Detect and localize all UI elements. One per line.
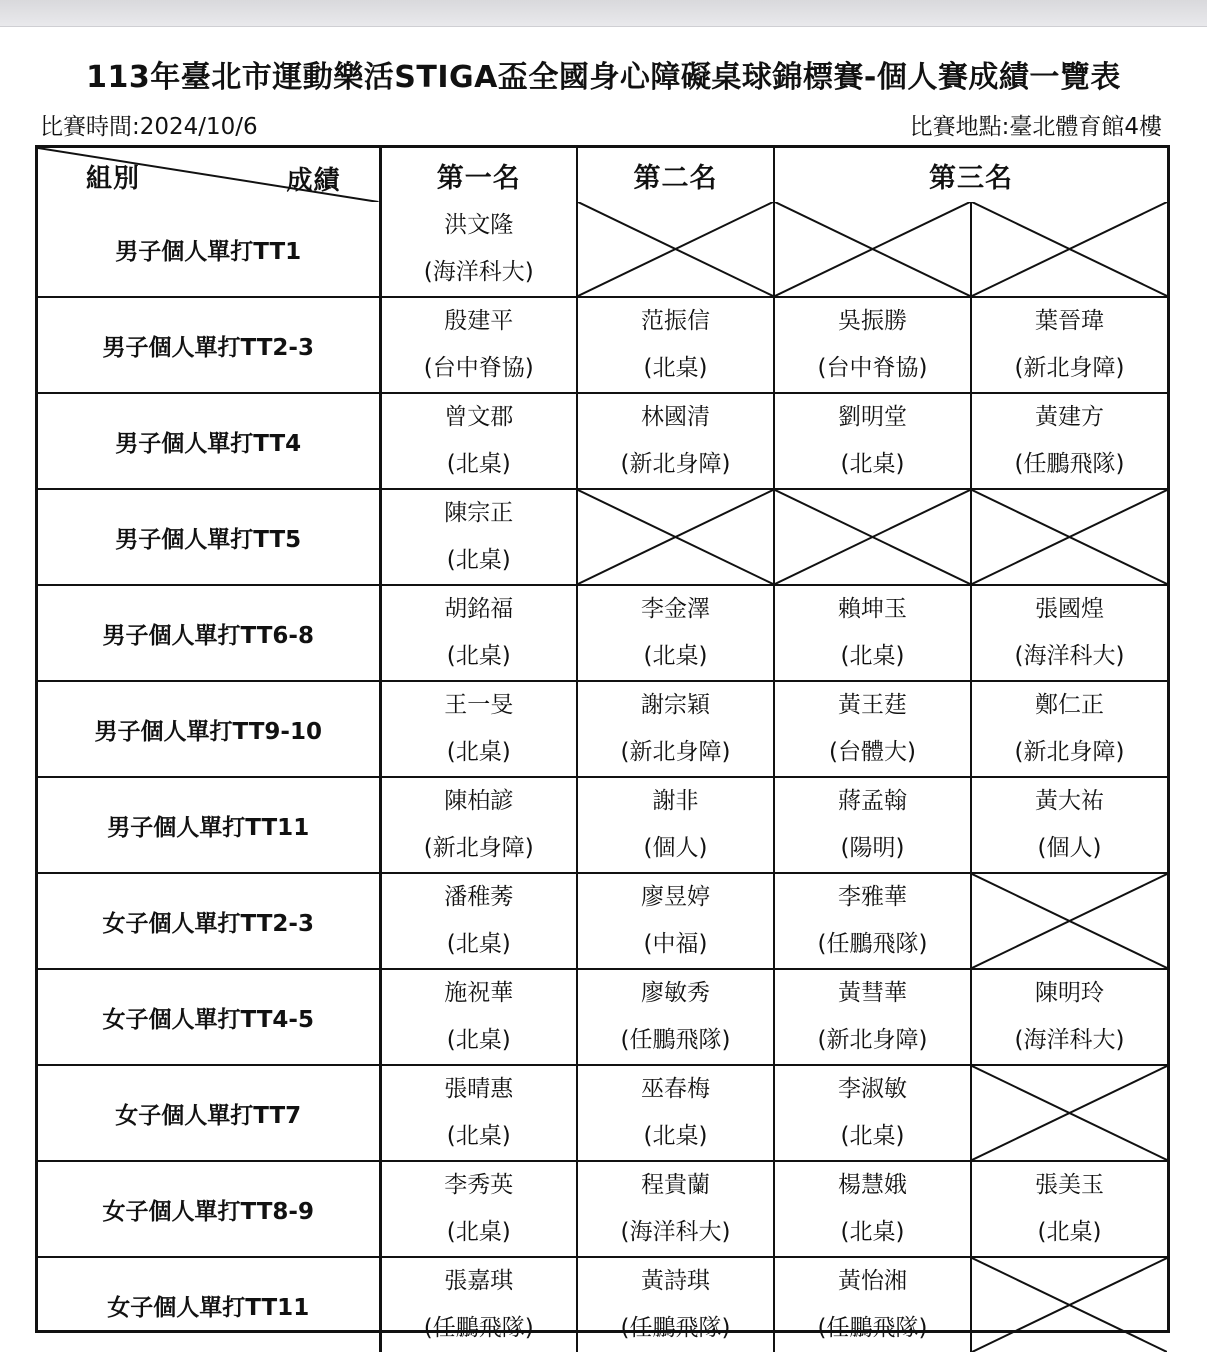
second-place-cell bbox=[577, 1161, 774, 1257]
player-team: (台中脊協) bbox=[817, 355, 928, 381]
player-name: 葉晉瑋 bbox=[1035, 308, 1104, 334]
empty-cell bbox=[971, 489, 1167, 585]
player-team: (任鵬飛隊) bbox=[1014, 451, 1125, 477]
second-place-header: 第二名 bbox=[577, 148, 774, 202]
player-name: 陳宗正 bbox=[444, 500, 514, 526]
cross-out-mark bbox=[972, 1066, 1167, 1160]
player-team: (北桌) bbox=[446, 739, 511, 765]
group-name: 女子個人單打TT8-9 bbox=[38, 1161, 380, 1257]
cross-out-mark bbox=[972, 490, 1167, 584]
empty-cell bbox=[971, 1065, 1167, 1161]
table-row bbox=[38, 585, 1167, 681]
group-name: 女子個人單打TT2-3 bbox=[38, 873, 380, 969]
third-place-2-cell bbox=[971, 297, 1167, 393]
player-name: 吳振勝 bbox=[838, 308, 907, 334]
player-name: 施祝華 bbox=[444, 980, 514, 1006]
player-name: 曾文郡 bbox=[444, 404, 514, 430]
player-team: (北桌) bbox=[840, 643, 905, 669]
table-row bbox=[38, 777, 1167, 873]
player-team: (陽明) bbox=[840, 835, 905, 861]
player-name: 黃建方 bbox=[1035, 404, 1104, 430]
player-team: (北桌) bbox=[446, 451, 511, 477]
third-place-header: 第三名 bbox=[774, 148, 1167, 202]
page-title: 113年臺北市運動樂活STIGA盃全國身心障礙桌球錦標賽-個人賽成績一覽表 bbox=[86, 60, 1121, 95]
empty-cell bbox=[577, 202, 774, 297]
player-team: (北桌) bbox=[643, 1123, 708, 1149]
player-name: 鄭仁正 bbox=[1035, 692, 1104, 718]
player-team: (新北身障) bbox=[620, 451, 731, 477]
window-top-bar bbox=[0, 0, 1207, 27]
first-place-cell bbox=[380, 969, 577, 1065]
player-team: (任鵬飛隊) bbox=[817, 1315, 928, 1341]
cross-out-mark bbox=[775, 202, 970, 296]
player-team: (個人) bbox=[1037, 835, 1102, 861]
player-name: 陳明玲 bbox=[1035, 980, 1104, 1006]
group-name: 女子個人單打TT11 bbox=[38, 1257, 380, 1352]
third-place-2-cell bbox=[971, 1161, 1167, 1257]
first-place-cell bbox=[380, 1257, 577, 1352]
third-place-cell bbox=[774, 585, 971, 681]
table-row bbox=[38, 1257, 1167, 1352]
player-team: (北桌) bbox=[1037, 1219, 1102, 1245]
player-team: (中福) bbox=[643, 931, 708, 957]
player-name: 劉明堂 bbox=[838, 404, 907, 430]
player-team: (新北身障) bbox=[423, 835, 534, 861]
third-place-2-cell bbox=[971, 681, 1167, 777]
match-date: 比賽時間:2024/10/6 bbox=[40, 114, 258, 140]
empty-cell bbox=[774, 489, 971, 585]
results-table-frame bbox=[35, 145, 1170, 1341]
player-team: (北桌) bbox=[446, 1123, 511, 1149]
player-team: (任鵬飛隊) bbox=[423, 1315, 534, 1341]
cross-out-mark bbox=[578, 202, 773, 296]
player-name: 蔣孟翰 bbox=[838, 788, 907, 814]
player-name: 程貴蘭 bbox=[641, 1172, 710, 1198]
player-name: 張國煌 bbox=[1035, 596, 1104, 622]
group-name: 男子個人單打TT4 bbox=[38, 393, 380, 489]
table-row bbox=[38, 489, 1167, 585]
second-place-cell bbox=[577, 681, 774, 777]
cross-out-mark bbox=[578, 490, 773, 584]
cross-out-mark bbox=[972, 1258, 1167, 1352]
player-name: 黃王莛 bbox=[838, 692, 907, 718]
table-row bbox=[38, 393, 1167, 489]
table-row bbox=[38, 873, 1167, 969]
player-name: 張美玉 bbox=[1035, 1172, 1104, 1198]
player-name: 廖昱婷 bbox=[641, 884, 710, 910]
table-row bbox=[38, 202, 1167, 297]
second-place-cell bbox=[577, 777, 774, 873]
cross-out-mark bbox=[972, 874, 1167, 968]
result-header-label: 成績 bbox=[286, 166, 341, 196]
third-place-cell bbox=[774, 777, 971, 873]
player-name: 王一旻 bbox=[444, 692, 514, 718]
player-team: (新北身障) bbox=[817, 1027, 928, 1053]
empty-cell bbox=[971, 202, 1167, 297]
group-name: 男子個人單打TT5 bbox=[38, 489, 380, 585]
player-name: 謝宗穎 bbox=[641, 692, 710, 718]
player-team: (台體大) bbox=[829, 739, 916, 765]
table-row bbox=[38, 681, 1167, 777]
first-place-cell bbox=[380, 297, 577, 393]
second-place-cell bbox=[577, 1065, 774, 1161]
group-name: 男子個人單打TT11 bbox=[38, 777, 380, 873]
third-place-cell bbox=[774, 873, 971, 969]
results-table bbox=[38, 148, 1167, 1352]
first-place-cell bbox=[380, 1065, 577, 1161]
group-header-label: 組別 bbox=[86, 164, 141, 194]
second-place-cell bbox=[577, 297, 774, 393]
player-team: (新北身障) bbox=[1014, 739, 1125, 765]
player-team: (北桌) bbox=[446, 931, 511, 957]
player-name: 李淑敏 bbox=[838, 1076, 907, 1102]
first-place-cell bbox=[380, 873, 577, 969]
player-team: (北桌) bbox=[643, 643, 708, 669]
player-name: 李秀英 bbox=[444, 1172, 514, 1198]
cross-out-mark bbox=[972, 202, 1167, 296]
table-row bbox=[38, 969, 1167, 1065]
third-place-cell bbox=[774, 1257, 971, 1352]
player-team: (北桌) bbox=[446, 1219, 511, 1245]
third-place-cell bbox=[774, 1161, 971, 1257]
player-name: 殷建平 bbox=[444, 308, 514, 334]
header-row bbox=[38, 148, 1167, 202]
player-name: 李金澤 bbox=[641, 596, 710, 622]
player-team: (個人) bbox=[643, 835, 708, 861]
player-name: 黃詩琪 bbox=[641, 1268, 710, 1294]
player-name: 廖敏秀 bbox=[641, 980, 710, 1006]
player-name: 李雅華 bbox=[838, 884, 907, 910]
player-name: 張嘉琪 bbox=[444, 1268, 514, 1294]
player-name: 賴坤玉 bbox=[838, 596, 907, 622]
player-team: (北桌) bbox=[446, 1027, 511, 1053]
third-place-cell bbox=[774, 969, 971, 1065]
player-name: 巫春梅 bbox=[641, 1076, 710, 1102]
empty-cell bbox=[971, 1257, 1167, 1352]
player-team: (任鵬飛隊) bbox=[620, 1027, 731, 1053]
player-team: (海洋科大) bbox=[620, 1219, 731, 1245]
player-team: (海洋科大) bbox=[1014, 1027, 1125, 1053]
group-name: 男子個人單打TT6-8 bbox=[38, 585, 380, 681]
group-name: 男子個人單打TT2-3 bbox=[38, 297, 380, 393]
second-place-cell bbox=[577, 585, 774, 681]
third-place-cell bbox=[774, 393, 971, 489]
group-name: 男子個人單打TT1 bbox=[38, 202, 380, 297]
third-place-2-cell bbox=[971, 393, 1167, 489]
player-name: 潘稚莠 bbox=[444, 884, 514, 910]
group-name: 女子個人單打TT7 bbox=[38, 1065, 380, 1161]
player-team: (北桌) bbox=[446, 547, 511, 573]
player-name: 范振信 bbox=[641, 308, 710, 334]
first-place-cell bbox=[380, 1161, 577, 1257]
third-place-2-cell bbox=[971, 969, 1167, 1065]
player-team: (海洋科大) bbox=[423, 259, 534, 285]
results-body bbox=[38, 202, 1167, 1352]
empty-cell bbox=[774, 202, 971, 297]
player-team: (北桌) bbox=[840, 451, 905, 477]
player-team: (北桌) bbox=[840, 1123, 905, 1149]
table-row bbox=[38, 1161, 1167, 1257]
player-name: 張晴惠 bbox=[444, 1076, 514, 1102]
player-team: (新北身障) bbox=[1014, 355, 1125, 381]
second-place-cell bbox=[577, 1257, 774, 1352]
first-place-cell bbox=[380, 202, 577, 297]
third-place-cell bbox=[774, 681, 971, 777]
first-place-cell bbox=[380, 489, 577, 585]
first-place-cell bbox=[380, 777, 577, 873]
match-venue: 比賽地點:臺北體育館4樓 bbox=[909, 114, 1162, 140]
player-name: 楊慧娥 bbox=[838, 1172, 907, 1198]
first-place-cell bbox=[380, 585, 577, 681]
player-name: 黃怡湘 bbox=[838, 1268, 907, 1294]
player-team: (北桌) bbox=[446, 643, 511, 669]
second-place-cell bbox=[577, 873, 774, 969]
group-name: 女子個人單打TT4-5 bbox=[38, 969, 380, 1065]
player-name: 謝非 bbox=[652, 788, 699, 814]
empty-cell bbox=[971, 873, 1167, 969]
player-team: (北桌) bbox=[643, 355, 708, 381]
player-name: 陳柏諺 bbox=[444, 788, 514, 814]
third-place-2-cell bbox=[971, 777, 1167, 873]
third-place-2-cell bbox=[971, 585, 1167, 681]
player-name: 黃彗華 bbox=[838, 980, 907, 1006]
player-team: (任鵬飛隊) bbox=[620, 1315, 731, 1341]
table-row bbox=[38, 297, 1167, 393]
second-place-cell bbox=[577, 969, 774, 1065]
first-place-cell bbox=[380, 393, 577, 489]
third-place-cell bbox=[774, 297, 971, 393]
player-team: (任鵬飛隊) bbox=[817, 931, 928, 957]
empty-cell bbox=[577, 489, 774, 585]
cross-out-mark bbox=[775, 490, 970, 584]
third-place-cell bbox=[774, 1065, 971, 1161]
first-place-header: 第一名 bbox=[380, 148, 577, 202]
player-name: 胡銘福 bbox=[444, 596, 514, 622]
first-place-cell bbox=[380, 681, 577, 777]
second-place-cell bbox=[577, 393, 774, 489]
player-team: (北桌) bbox=[840, 1219, 905, 1245]
player-team: (新北身障) bbox=[620, 739, 731, 765]
player-name: 林國清 bbox=[641, 404, 710, 430]
player-team: (海洋科大) bbox=[1014, 643, 1125, 669]
group-name: 男子個人單打TT9-10 bbox=[38, 681, 380, 777]
group-result-header bbox=[38, 148, 380, 202]
player-name: 黃大祐 bbox=[1035, 788, 1104, 814]
player-name: 洪文隆 bbox=[444, 212, 514, 238]
player-team: (台中脊協) bbox=[423, 355, 534, 381]
table-row bbox=[38, 1065, 1167, 1161]
